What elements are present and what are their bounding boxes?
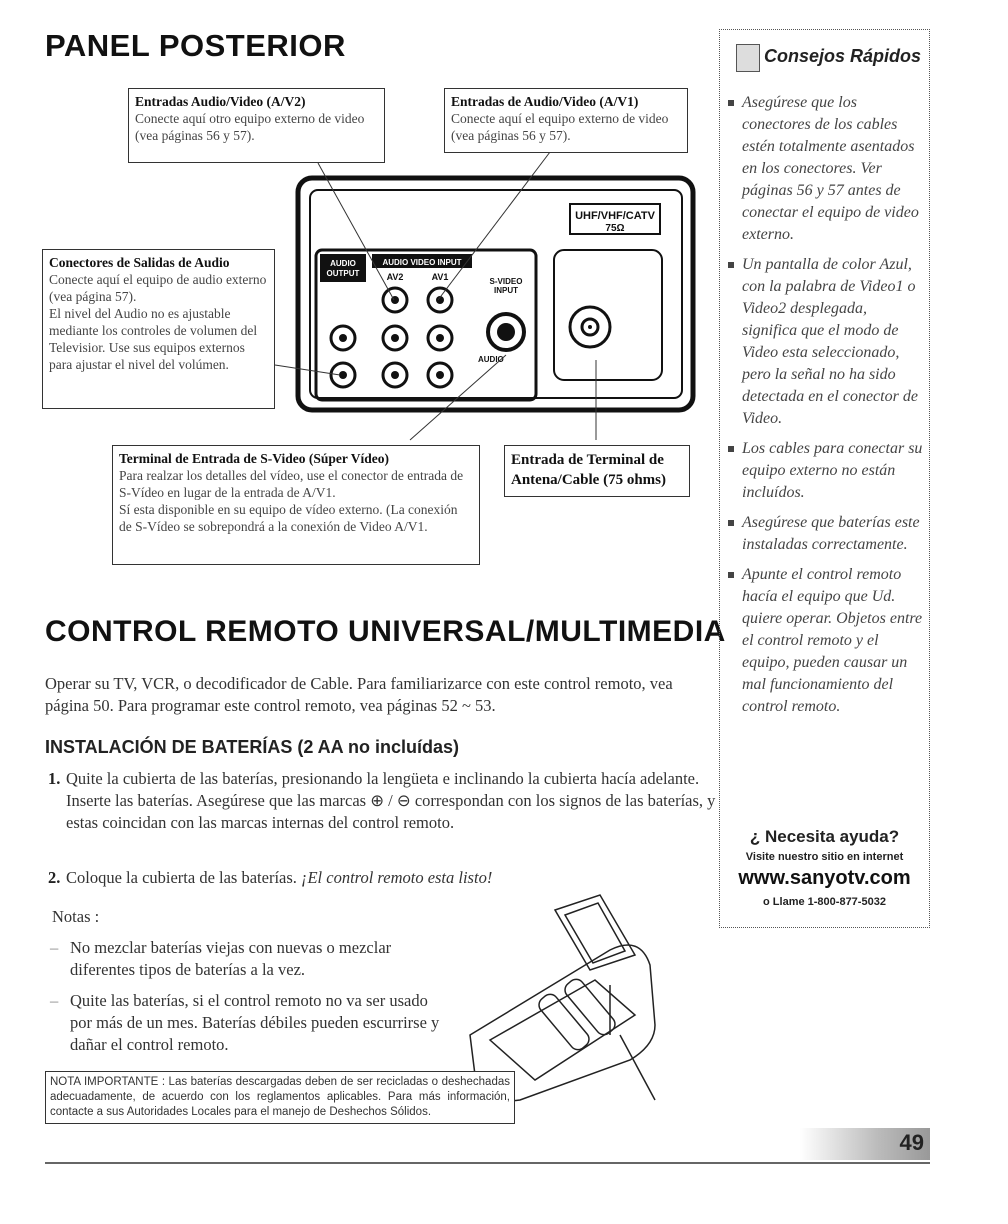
svg-text:S-VIDEO: S-VIDEO	[489, 277, 523, 286]
av2-callout-desc: Conecte aquí otro equipo externo de video (vea páginas 56 y 57).	[135, 111, 365, 143]
battery-heading: INSTALACIÓN DE BATERÍAS (2 AA no incluídas)	[45, 737, 460, 757]
footer-rule	[45, 1162, 930, 1164]
audio-output-callout-title: Conectores de Salidas de Audio	[49, 255, 230, 270]
av2-callout-title: Entradas Audio/Video (A/V2)	[135, 94, 306, 109]
tips-title: Consejos Rápidos	[764, 46, 922, 66]
page-number-tab	[800, 1128, 930, 1160]
remote-title: CONTROL REMOTO UNIVERSAL/MULTIMEDIA	[45, 615, 726, 648]
audio-output-callout-desc2: El nivel del Audio no es ajustable mediante los controles de volumen del Televisior. Use sus equipos externos para ajustar el nivel del volúmen.	[49, 306, 258, 372]
tip-item: Apunte el control remoto hacía el equipo que Ud. quiere operar. Objetos entre el control remoto y el equipo, pueden causar un mal funcionamiento del control remoto.	[728, 564, 926, 718]
help-phone: o Llame 1-800-877-5032	[763, 896, 886, 908]
step-1-text: Quite la cubierta de las baterías, presionando la lengüeta e inclinando la cubierta hacía adelante. Inserte las baterías. Asegúrese que las marcas ⊕ / ⊖ correspondan con los signos de las baterías, y estas coincidan con las marcas internas del control remoto.	[66, 769, 716, 832]
antenna-callout	[504, 445, 690, 497]
help-title: ¿ Necesita ayuda?	[749, 827, 900, 846]
svg-text:AUDIO: AUDIO	[330, 259, 356, 268]
note-1: – No mezclar baterías viejas con nuevas o mezclar diferentes tipos de baterías a la vez.	[50, 937, 450, 981]
note-1-text: No mezclar baterías viejas con nuevas o mezclar diferentes tipos de baterías a la vez.	[70, 938, 392, 979]
ohm-label: 75Ω	[605, 223, 625, 234]
svg-text:AUDIO: AUDIO	[478, 355, 504, 364]
av1-callout-desc: Conecte aquí el equipo externo de video (vea páginas 56 y 57).	[451, 111, 669, 143]
svg-text:OUTPUT: OUTPUT	[326, 269, 360, 278]
svideo-callout-desc1: Para realzar los detalles del vídeo, use el conector de entrada de S-Vídeo en lugar de la entrada de A/V1.	[119, 468, 464, 500]
important-note: NOTA IMPORTANTE : Las baterías descargadas deben de ser recicladas o deshechadas adecuadamente, de acuerdo con los reglamentos aplicables. Para más información, contacte a sus Autoridades Locales para el manejo de Deshechos Sólidos.	[45, 1071, 515, 1124]
svg-text:AV2: AV2	[386, 272, 404, 282]
svideo-callout	[112, 445, 480, 565]
quick-tips-panel	[719, 29, 930, 928]
svg-text:AUDIO VIDEO INPUT: AUDIO VIDEO INPUT	[382, 258, 462, 267]
svg-text:AV1: AV1	[431, 272, 449, 282]
audio-output-callout	[42, 249, 275, 409]
tip-item: Asegúrese que baterías este instaladas correctamente.	[728, 512, 926, 556]
tips-book-icon	[736, 44, 760, 72]
tip-item: Los cables para conectar su equipo externo no están incluídos.	[728, 438, 926, 504]
audio-output-callout-desc1: Conecte aquí el equipo de audio externo (vea página 57).	[49, 272, 267, 304]
step-1	[48, 768, 716, 834]
uhf-label: UHF/VHF/CATV	[575, 210, 655, 222]
page-number: 49	[899, 1130, 924, 1155]
av2-callout	[128, 88, 385, 163]
av1-callout	[444, 88, 688, 153]
antenna-callout-title: Entrada de Terminal de Antena/Cable (75 ohms)	[511, 452, 667, 488]
svideo-callout-title: Terminal de Entrada de S-Video (Súper Vídeo)	[119, 451, 390, 466]
svg-text:INPUT: INPUT	[494, 286, 518, 295]
tips-list	[728, 92, 926, 726]
help-visit: Visite nuestro sitio en internet	[745, 851, 904, 863]
note-2-text: Quite las baterías, si el control remoto no va ser usado por más de un mes. Baterías débiles pueden escurrirse y dañar el control remoto.	[70, 991, 440, 1054]
tips-header	[720, 30, 929, 82]
step-2-italic: ¡El control remoto esta listo!	[301, 868, 493, 887]
tip-item: Asegúrese que los conectores de los cables estén totalmente asentados en los conectores. Ver páginas 56 y 57 antes de conectar el equipo de video externo.	[728, 92, 926, 246]
step-2-number: 2.	[48, 868, 61, 887]
remote-intro: Operar su TV, VCR, o decodificador de Cable. Para familiarizarce con este control remoto, vea página 50. Para programar este control remoto, vea páginas 52 ~ 53.	[45, 674, 673, 715]
note-2: – Quite las baterías, si el control remoto no va ser usado por más de un mes. Baterías débiles pueden escurrirse y dañar el control remoto.	[50, 990, 450, 1056]
step-1-number: 1.	[48, 769, 61, 788]
step-2-plain: Coloque la cubierta de las baterías.	[66, 868, 297, 887]
help-url[interactable]: www.sanyotv.com	[738, 867, 911, 889]
tip-item: Un pantalla de color Azul, con la palabra de Video1 o Video2 desplegada, significa que el modo de Video esta seleccionado, pero la señal no ha sido detectada en el conector de Video.	[728, 254, 926, 430]
rear-panel-title: PANEL POSTERIOR	[45, 28, 346, 63]
notes-label: Notas :	[52, 907, 100, 926]
av1-callout-title: Entradas de Audio/Video (A/V1)	[451, 94, 639, 109]
svideo-callout-desc2: Sí esta disponible en su equipo de vídeo externo. (La conexión de S-Vídeo se sobrepondrá a la conexión de Video A/V1.	[119, 502, 458, 534]
